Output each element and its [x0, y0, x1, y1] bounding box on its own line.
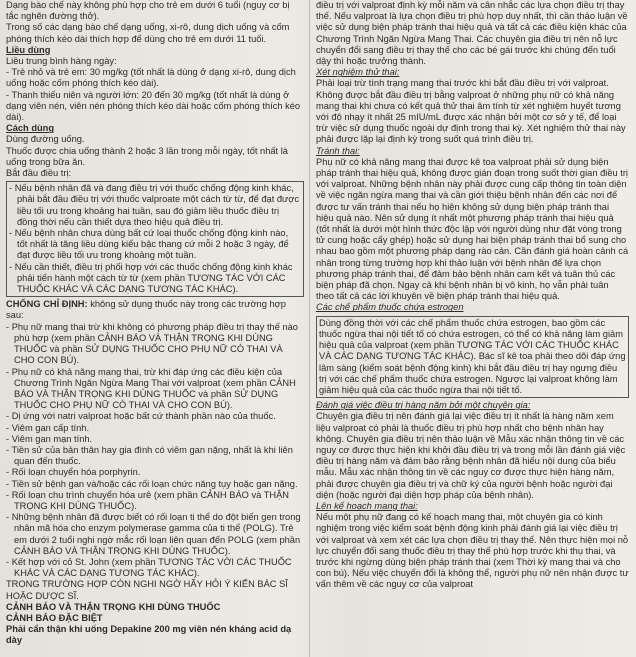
dose-heading: Liều dùng: [6, 44, 51, 55]
contra-item: - Rối loạn chu trình chuyển hóa urê (xem phần CẢNH BÁO và THẬN TRỌNG KHI DÙNG THUỐC).: [6, 490, 304, 512]
doubt-notice: TRONG TRƯỜNG HỢP CÒN NGHI NGỜ HÃY HỎI Ý KIẾN BÁC SĨ HOẶC DƯỢC SĨ.: [6, 579, 288, 601]
contraindications-label: CHỐNG CHỈ ĐỊNH:: [6, 299, 88, 310]
pregnancy-planning-text: Nếu một phụ nữ đang có kế hoạch mang thai, một chuyên gia có kinh nghiệm trong việc kiểm soát bệnh động kinh phải đánh giá lại việc điều trị với valproat và xem xét các lựa chọn điều trị thay thế. Nên thực hiện mọi nỗ lực chuyển đổi sang thuốc điều trị thay thế phù hợp trước khi thụ thai, và trước khi ngừng dùng biện pháp tránh thai (xem Thời kỳ mang thai và cho con bú). Nếu việc chuyển đổi là không thể, người phụ nữ nên nhận được tư vấn thêm về các nguy cơ của valproat: [316, 512, 629, 590]
contra-item: - Phụ nữ có khả năng mang thai, trừ khi đáp ứng các điều kiện của Chương Trình Ngăn Ngừa Mang Thai với valproat (xem phần CẢNH BÁO VÀ THẬN TRỌNG KHI DÙNG THUỐC và phần SỬ DỤNG THUỐC CHO PHỤ NỮ CÓ THAI VÀ CHO CON BÚ).: [6, 367, 304, 412]
admin-heading: Cách dùng: [6, 123, 55, 134]
contra-item: - Tiền sử bệnh gan và/hoặc các rối loạn chức năng tụy hoặc gan nặng.: [6, 479, 304, 490]
contra-item: - Phụ nữ mang thai trừ khi không có phương pháp điều trị thay thế nào phù hợp (xem phần CẢNH BÁO VÀ THẬN TRỌNG KHI DÙNG THUỐC và phần SỬ DỤNG THUỐC CHO PHỤ NỮ CÓ THAI VÀ CHO CON BÚ).: [6, 322, 304, 367]
contraindications-intro: [6, 299, 304, 321]
contra-item: - Tiền sử của bản thân hay gia đình có viêm gan nặng, nhất là khi liên quan đến thuốc.: [6, 445, 304, 467]
contra-item: - Dị ứng với natri valproat hoặc bất cứ thành phần nào của thuốc.: [6, 411, 304, 422]
dose-line: Liều trung bình hàng ngày:: [6, 56, 117, 67]
special-warning-heading: CẢNH BÁO ĐẶC BIỆT: [6, 612, 103, 623]
contra-item: - Viêm gan cấp tính.: [6, 423, 304, 434]
intro-paragraph-1: Dạng bào chế này không phù hợp cho trẻ em dưới 6 tuổi (nguy cơ bị tắc nghẽn đường thở).: [6, 0, 290, 22]
dose-line: - Trẻ nhỏ và trẻ em: 30 mg/kg (tốt nhất là dùng ở dạng xi-rô, dung dịch uống hoặc cốm phóng thích kéo dài).: [6, 67, 296, 89]
annual-review-text: Chuyên gia điều trị nên đánh giá lại việc điều trị ít nhất là hàng năm xem liệu valproat có phải là thuốc điều trị phù hợp nhất cho bệnh nhân hay không. Chuyên gia điều trị nên thảo luận về Mẫu xác nhận thông tin về các nguy cơ được thực hiện khi khởi đầu điều trị và trong mỗi lần đánh giá việc điều trị hàng năm và đảm bảo rằng bệnh nhân đã hiểu nội dung của biểu mẫu. Mẫu xác nhận thông tin về các nguy cơ được thực hiện hàng năm, phải được chuyên gia điều trị và chữ ký của người bệnh hoặc người đại diện (hoặc người đại diện hợp pháp của bệnh nhân).: [316, 411, 626, 500]
contra-item: - Kết hợp với cỏ St. John (xem phần TƯƠNG TÁC VỚI CÁC THUỐC KHÁC VÀ CÁC DẠNG TƯƠNG TÁC KHÁC).: [6, 557, 304, 579]
dose-line: - Thanh thiếu niên và người lớn: 20 đến 30 mg/kg (tốt nhất là dùng ở dạng viên nén, viên nén phóng thích kéo dài hoặc cốm phóng thích kéo dài).: [6, 89, 301, 123]
right-column: [316, 0, 629, 657]
admin-line: Thuốc được chia uống thành 2 hoặc 3 lần trong mỗi ngày, tốt nhất là uống trong bữa ăn.: [6, 145, 288, 167]
special-warning-text: Phải cẩn thận khi uống Depakine 200 mg viên nén kháng acid dạ dày: [6, 624, 292, 646]
estrogen-heading: Các chế phẩm thuốc chứa estrogen: [316, 302, 464, 313]
annual-review-heading: Đánh giá việc điều trị hàng năm bởi một chuyên gia:: [316, 400, 531, 411]
contra-item: - Những bệnh nhân đã được biết có rối loạn ti thể do đột biến gen trong nhân mã hóa cho enzym polymerase gamma của ti thể (POLG). Trẻ em dưới 2 tuổi nghi ngờ mắc rối loạn liên quan đến POLG (xem phần CẢNH BÁO VÀ THẬN TRỌNG KHI DÙNG THUỐC).: [6, 512, 304, 557]
contra-item: - Rối loạn chuyển hóa porphyrin.: [6, 467, 304, 478]
start-item: - Nếu bệnh nhân đã và đang điều trị với thuốc chống động kinh khác, phải bắt đầu điều trị với thuốc valproate một cách từ từ, để đạt được liều tối ưu trong khoảng hai tuần, sau đó giảm liều thuốc điều trị đồng thời nếu cần thiết dựa theo hiệu quả điều trị.: [9, 183, 301, 228]
column-divider: [309, 0, 310, 657]
admin-line: Dùng đường uống.: [6, 134, 85, 145]
contraception-text: Phụ nữ có khả năng mang thai được kê toa valproat phải sử dụng biện pháp tránh thai hiệu quả, không được gián đoạn trong suốt thời gian điều trị với valproat. Những bệnh nhân này phải được cung cấp thông tin toàn diện về việc ngăn ngừa mang thai và cần giới thiệu bệnh nhân đến các nơi để được tư vấn tránh thai nếu họ hiện không sử dụng biện pháp tránh thai hiệu quả nào. Nên sử dụng ít nhất một phương pháp tránh thai hiệu quả (tốt nhất là dưới một hình thức độc lập với người dùng như đặt vòng trong tử cung hoặc cấy ghép) hoặc sử dụng hai biện pháp tránh thai bổ sung cho nhau bao gồm một phương pháp dạng rào cản. Cần đánh giá hoàn cảnh cá nhân trong từng trường hợp khi thảo luận với bệnh nhân để lựa chọn phương pháp tránh thai, để đảm bảo bệnh nhân cam kết và tuân thủ các biện pháp đã chọn. Ngay cả khi bệnh nhân bị vô kinh, họ vẫn phải tuân theo tất cả các lời khuyên về biện pháp tránh thai hiệu quả.: [316, 156, 629, 302]
pregnancy-test-text: Phải loại trừ tình trạng mang thai trước khi bắt đầu điều trị với valproat. Không được bắt đầu điều trị bằng valproat ở những phụ nữ có khả năng mang thai khi chưa có kết quả thử thai âm tính từ xét nghiệm huyết tương với độ nhạy ít nhất 25 mIU/mL được xác nhận bởi một cơ sở y tế, để loại trừ việc sử dụng thuốc ngoài dự định trong thai kỳ. Xét nghiệm thử thai này phải được lặp lại định kỳ trong suốt quá trình điều trị.: [316, 78, 626, 145]
admin-line: Bắt đầu điều trị:: [6, 168, 72, 179]
warnings-heading: CẢNH BÁO VÀ THẬN TRỌNG KHI DÙNG THUỐC: [6, 601, 221, 612]
contraception-heading: Tránh thai:: [316, 145, 360, 156]
start-treatment-box: [6, 181, 304, 297]
left-column: [6, 0, 304, 657]
right-intro: điều trị với valproat định kỳ mỗi năm và cân nhắc các lựa chọn điều trị thay thế. Nếu valproat là lựa chọn điều trị phù hợp duy nhất, thì cần thảo luận về việc sử dụng biện pháp tránh thai hiệu quả và tất cả các điều kiện khác của Chương Trình Ngăn Ngừa Mang Thai. Các chuyên gia điều trị nên nỗ lực chuyển đổi sang điều trị thay thế cho các bé gái trước khi chúng đến tuổi dậy thì hoặc trưởng thành.: [316, 0, 628, 67]
contraindications-text: không sử dụng thuốc này trong các trường hợp sau:: [6, 299, 286, 321]
estrogen-box: [316, 316, 629, 398]
intro-paragraph-2: Trong số các dạng bào chế dạng uống, xi-rô, dung dịch uống và cốm phóng thích kéo dài thích hợp để dùng cho trẻ em dưới 11 tuổi.: [6, 22, 290, 44]
pregnancy-planning-heading: Lên kế hoạch mang thai:: [316, 500, 418, 511]
start-item: - Nếu cần thiết, điều trị phối hợp với các thuốc chống động kinh khác phải tiến hành một cách từ từ (xem phần TƯƠNG TÁC VỚI CÁC THUỐC KHÁC VÀ CÁC DẠNG TƯƠNG TÁC KHÁC).: [9, 262, 301, 296]
start-item: - Nếu bệnh nhân chưa dùng bất cứ loại thuốc chống động kinh nào, tốt nhất là tăng liều dùng kiểu bậc thang cứ mỗi 2 hoặc 3 ngày, để đạt được liều tối ưu trong khoảng một tuần.: [9, 228, 301, 262]
pregnancy-test-heading: Xét nghiệm thử thai:: [316, 67, 400, 78]
contra-item: - Viêm gan mạn tính.: [6, 434, 304, 445]
estrogen-text: Dùng đồng thời với các chế phẩm thuốc chứa estrogen, bao gồm các thuốc ngừa thai nội tiết tố có chứa estrogen, có thể có khả năng làm giảm hiệu quả của valproat (xem phần TƯƠNG TÁC VỚI CÁC THUỐC KHÁC VÀ CÁC DẠNG TƯƠNG TÁC KHÁC). Bác sĩ kê toa phải theo dõi đáp ứng lâm sàng (kiểm soát bệnh động kinh) khi bắt đầu điều trị hay ngưng điều trị với các chế phẩm thuốc chứa estrogen. Ngược lại valproat không làm giảm hiệu quả của các thuốc ngừa thai nội tiết tố.: [319, 317, 626, 395]
